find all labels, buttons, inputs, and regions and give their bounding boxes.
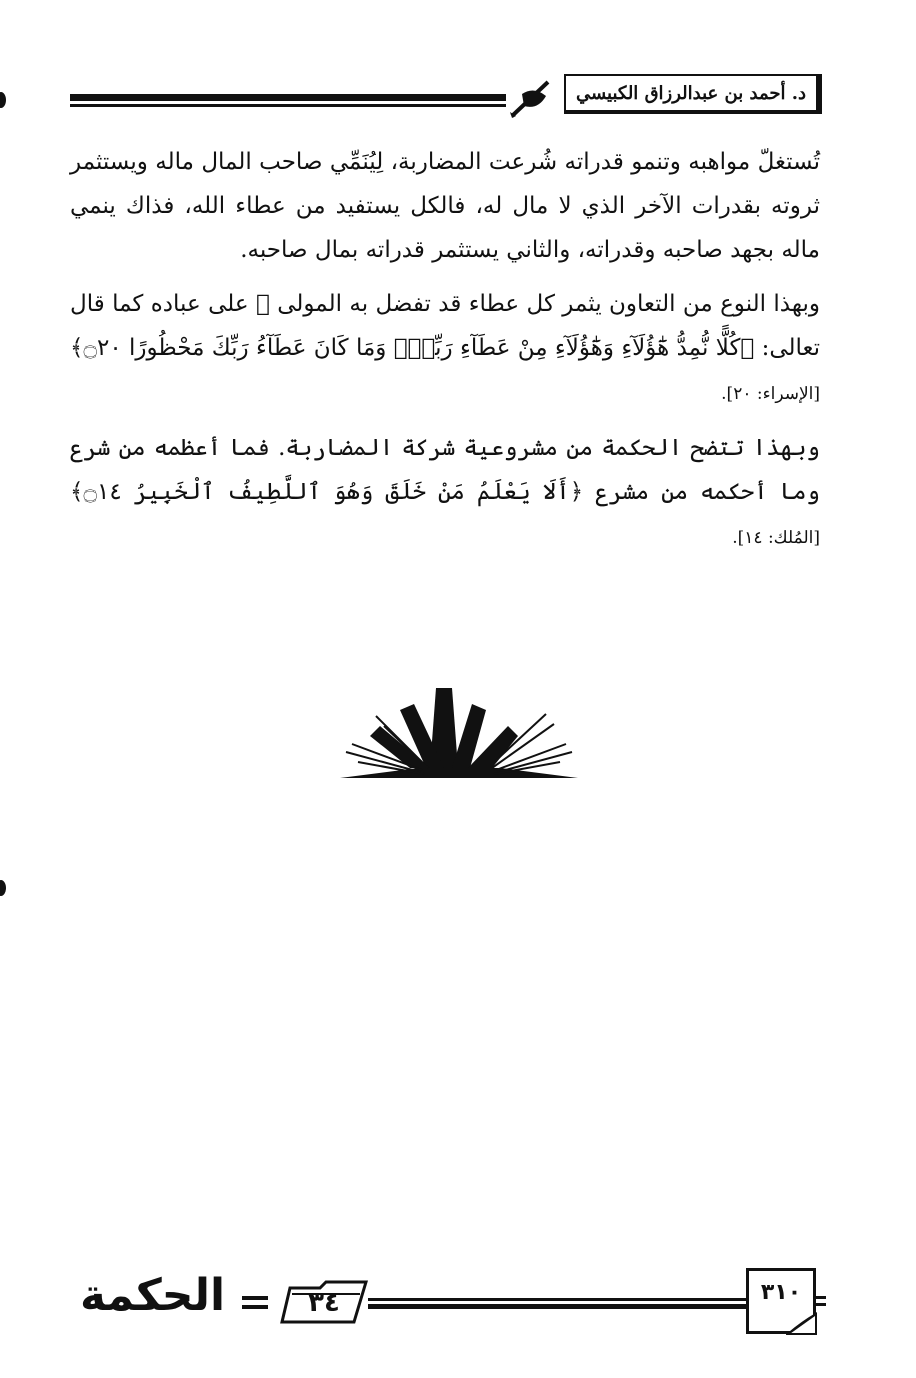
paragraph-2 xyxy=(70,282,820,416)
issue-number: ٣٤ xyxy=(308,1288,340,1318)
quill-icon xyxy=(508,76,554,120)
paragraph-3 xyxy=(70,426,820,560)
paragraph-3-text: وبهذا تتضح الحكمة من مشروعية شركة المضاربة. فما أعظمه من شرع وما أحكمه من مشرع xyxy=(70,435,821,505)
footer-double-rule-left xyxy=(242,1296,268,1310)
header-rule xyxy=(70,94,506,108)
footer-rule xyxy=(368,1298,746,1310)
footer-double-rule-right xyxy=(816,1296,826,1310)
verse-citation-mulk: [المُلك: ١٤]. xyxy=(732,528,820,548)
quran-verse-isra: ﴿كُلًّا نُّمِدُّ هَٰٓؤُلَآءِ وَهَٰٓؤُلَآءِ مِنْ عَطَآءِ رَبِّكَۚ وَمَا كَانَ عَطَآءُ رَبِّكَ مَحْظُورًا ۝٢٠﴾ xyxy=(70,335,755,361)
page-number: ٣١٠ xyxy=(746,1268,816,1334)
punch-mark-bottom xyxy=(0,880,6,896)
punch-mark-top xyxy=(0,92,6,108)
quran-verse-mulk: ﴿أَلَا يَعْلَمُ مَنْ خَلَقَ وَهُوَ ٱللَّطِيفُ ٱلْخَبِيرُ ۝١٤﴾ xyxy=(70,479,584,505)
journal-logo: الحكمة xyxy=(80,1270,226,1321)
paragraph-2-text: وبهذا النوع من التعاون يثمر كل عطاء قد تفضل به المولى ﷻ على عباده كما قال تعالى: xyxy=(70,291,821,361)
page-curl-icon xyxy=(786,1312,818,1336)
page-header xyxy=(70,72,822,128)
article-body xyxy=(70,140,820,570)
section-ornament-icon xyxy=(340,680,578,784)
verse-citation-isra: [الإسراء: ٢٠]. xyxy=(721,384,820,404)
author-name: د. أحمد بن عبدالرزاق الكبيسي xyxy=(564,74,822,114)
paragraph-1: تُستغلّ مواهبه وتنمو قدراته شُرعت المضاربة، لِيُنَمِّي صاحب المال ماله ويستثمر ثروته بقدرات الآخر الذي لا مال له، فالكل يستفيد من عطاء الله، فذاك ينمي ماله بجهد صاحبه وقدراته، والثاني يستثمر قدراته بمال صاحبه. xyxy=(70,149,820,263)
page-footer xyxy=(80,1262,826,1342)
